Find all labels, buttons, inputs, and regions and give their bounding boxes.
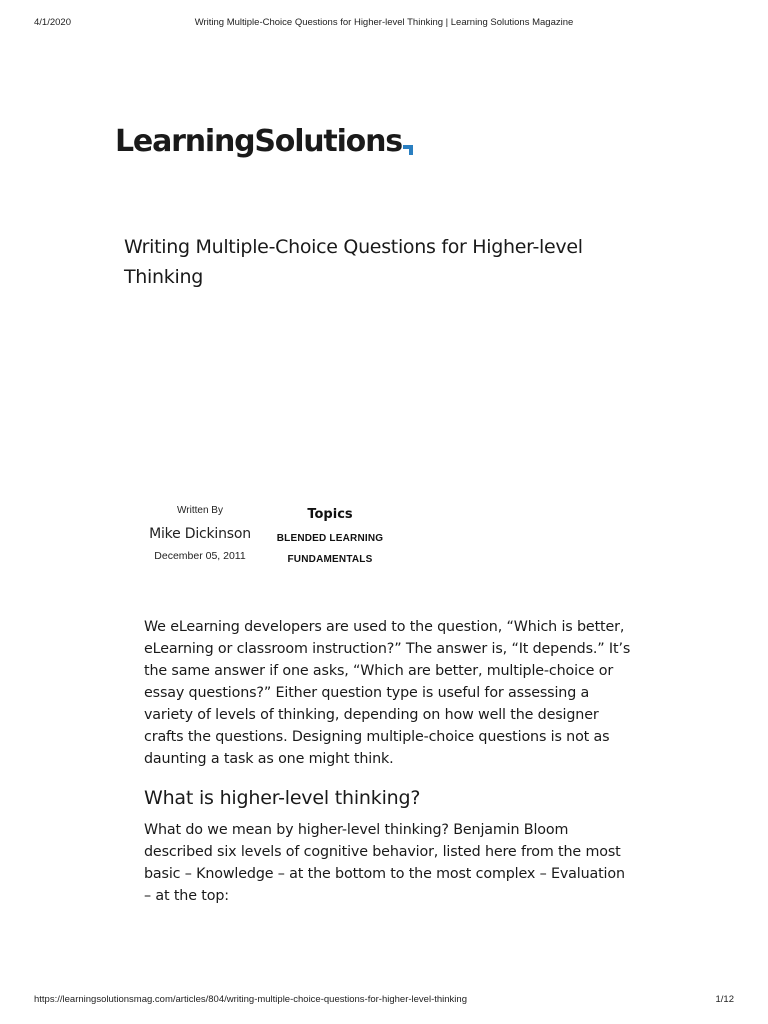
article-paragraph-bloom: What do we mean by higher-level thinking? Benjamin Bloom described six levels of cognitive behavior, listed here from the most basic – Knowledge – at the bottom to the most complex – Evaluation – at the top: — [144, 822, 625, 904]
topics — [268, 507, 392, 565]
section-heading: What is higher-level thinking? — [144, 787, 421, 809]
article-title: Writing Multiple-Choice Questions for Higher-level Thinking — [124, 236, 583, 288]
logo-mark-icon — [403, 128, 413, 163]
publish-date: December 05, 2011 — [154, 550, 246, 562]
topic-link-blended-learning[interactable]: BLENDED LEARNING — [276, 533, 384, 544]
logo-text: LearningSolutions — [115, 124, 402, 159]
print-header — [0, 17, 768, 31]
print-page-number: 1/12 — [715, 994, 734, 1005]
author-name[interactable]: Mike Dickinson — [149, 526, 251, 542]
topic-link-fundamentals[interactable]: FUNDAMENTALS — [287, 554, 373, 565]
article-paragraph-intro: We eLearning developers are used to the question, “Which is better, eLearning or classroom instruction?” The answer is, “It depends.” It’s the same answer if one asks, “Which are better, multiple-choice or essay questions?” Either question type is useful for assessing a variety of levels of thinking, depending on how well the designer crafts the questions. Designing multiple-choice questions is not as daunting a task as one might think. — [144, 619, 631, 767]
print-page-title: Writing Multiple-Choice Questions for Higher-level Thinking | Learning Solutions Magazine — [194, 17, 574, 28]
byline — [140, 503, 260, 562]
written-by-label: Written By — [177, 505, 223, 516]
print-date: 4/1/2020 — [34, 17, 71, 28]
print-footer — [0, 994, 768, 1008]
topics-label: Topics — [307, 507, 353, 522]
site-logo[interactable] — [115, 124, 413, 164]
print-url: https://learningsolutionsmag.com/articles/804/writing-multiple-choice-questions-for-higher-level-thinking — [34, 994, 467, 1005]
